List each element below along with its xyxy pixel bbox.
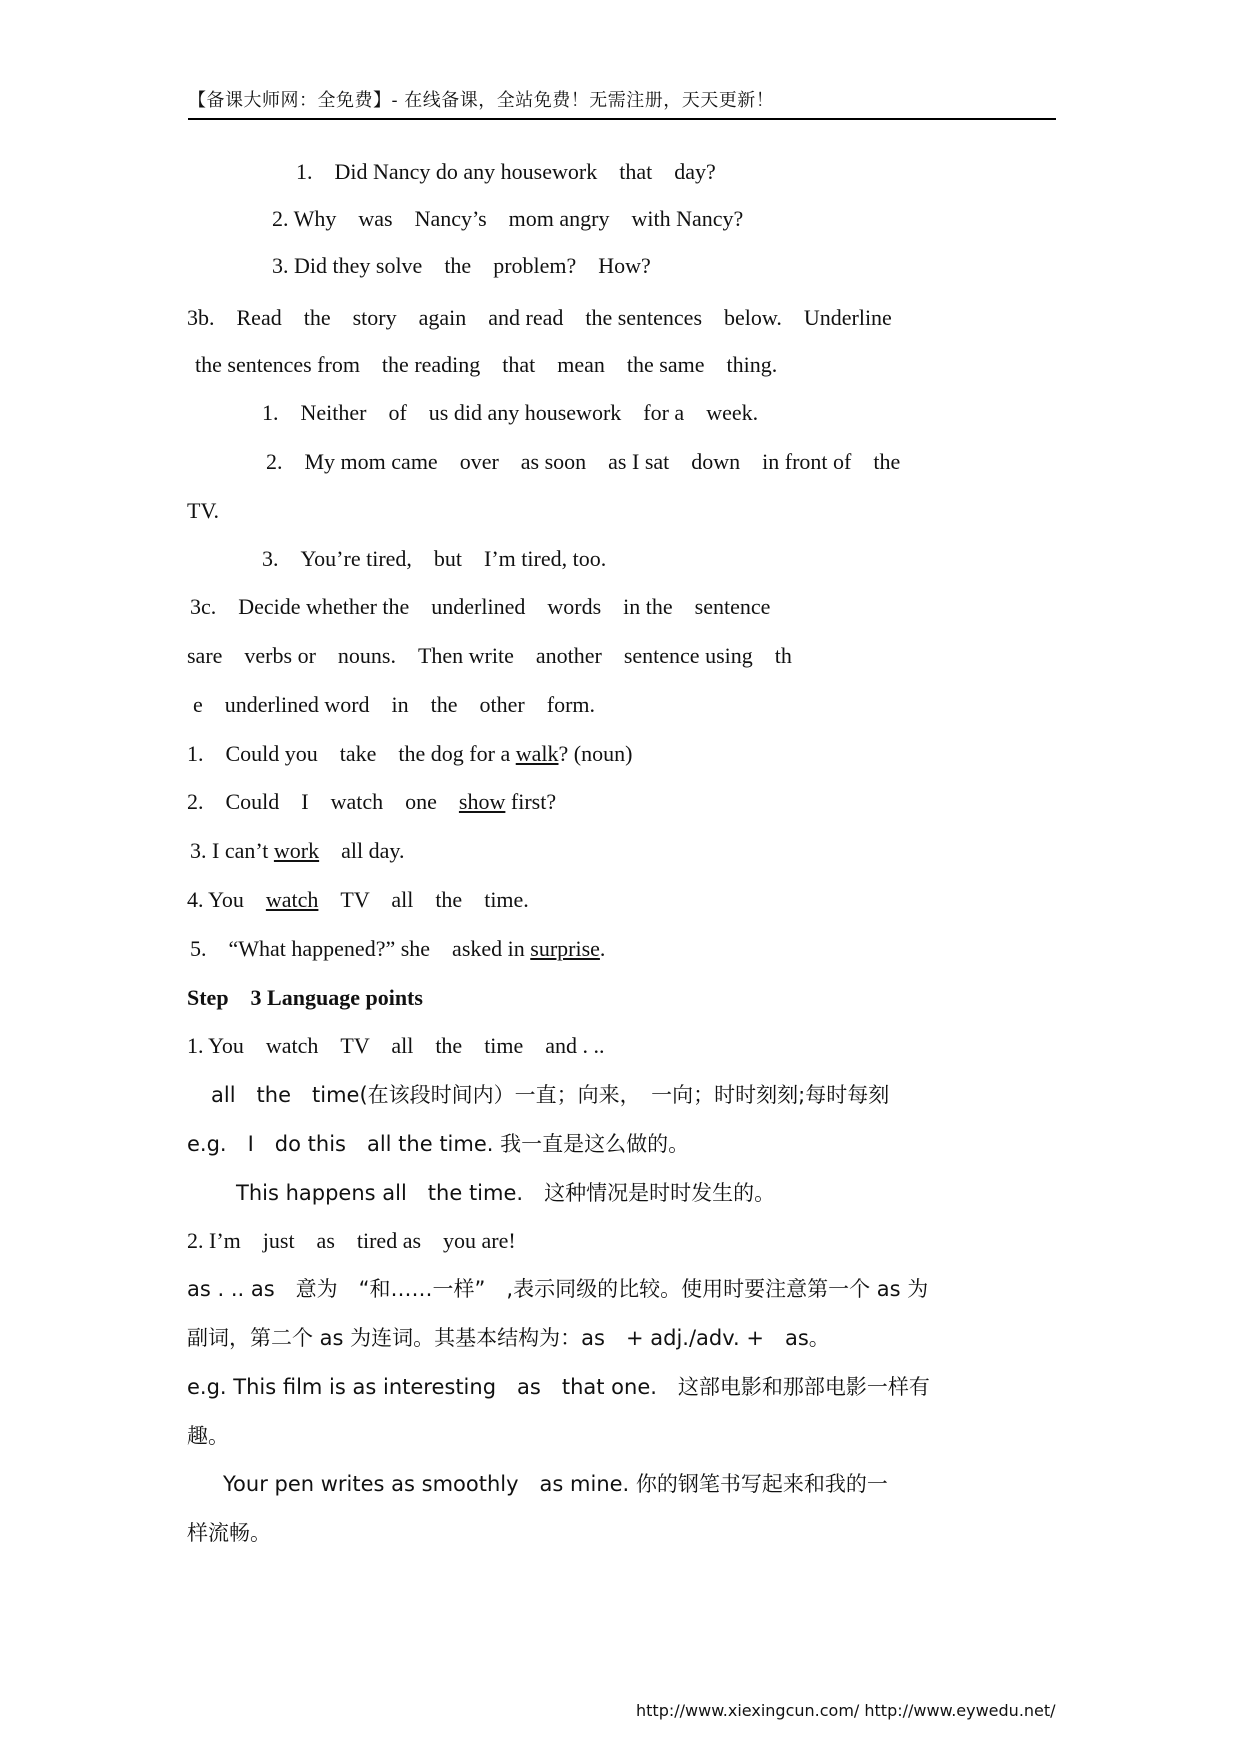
underlined-word-walk: walk <box>515 741 559 766</box>
language-point-2: 2. I’m just as tired as you are! <box>187 1228 516 1253</box>
language-point-1-example-1: e.g. I do this all the time. 我一直是这么做的。 <box>187 1132 690 1156</box>
item-2-suffix: first? <box>505 789 557 814</box>
item-2-text: 2. Could I watch one <box>187 789 459 814</box>
section-3b-sentence-1: 1. Neither of us did any housework for a week. <box>262 400 759 425</box>
language-point-2-example-2: Your pen writes as smoothly as mine. 你的钢笔书写起来和我的一 <box>223 1472 888 1496</box>
question-2: 2. Why was Nancy’s mom angry with Nancy? <box>272 206 744 231</box>
section-3b-sentence-2-continued: TV. <box>187 498 219 523</box>
language-point-2-example-1-continued: 趣。 <box>187 1424 229 1448</box>
underlined-word-show: show <box>458 789 506 814</box>
language-point-2-example-2-continued: 样流畅。 <box>187 1521 271 1545</box>
section-3c-instruction-line-2: sare verbs or nouns. Then write another sentence using th <box>187 643 792 668</box>
section-3b-sentence-2: 2. My mom came over as soon as I sat down in front of the <box>266 449 901 474</box>
section-3c-instruction-line-3: e underlined word in the other form. <box>193 692 596 717</box>
page-header: 【备课大师网：全免费】- 在线备课，全站免费！无需注册，天天更新！ <box>188 88 1056 120</box>
question-3: 3. Did they solve the problem? How? <box>272 253 651 278</box>
item-5-text: 5. “What happened?” she asked in <box>190 936 531 961</box>
page-footer-urls: http://www.xiexingcun.com/ http://www.eywedu.net/ <box>636 1701 1056 1720</box>
item-3-suffix: all day. <box>319 838 405 863</box>
item-4-suffix: TV all the time. <box>318 887 529 912</box>
language-point-1-explanation: all the time(在该段时间内）一直；向来， 一向；时时刻刻;每时每刻 <box>211 1083 890 1107</box>
language-point-2-example-1: e.g. This film is as interesting as that one. 这部电影和那部电影一样有 <box>187 1375 930 1399</box>
underlined-word-surprise: surprise <box>530 936 600 961</box>
item-3-text: 3. I can’t <box>190 838 274 863</box>
section-3b-sentence-3: 3. You’re tired, but I’m tired, too. <box>262 546 607 571</box>
section-3c-instruction-line-1: 3c. Decide whether the underlined words in the sentence <box>190 594 771 619</box>
section-3c-item-4 <box>187 885 529 915</box>
section-3b-instruction-line-2: the sentences from the reading that mean the same thing. <box>195 352 778 377</box>
underlined-word-watch: watch <box>265 887 319 912</box>
section-3c-item-5 <box>190 934 605 964</box>
language-point-2-explanation-line-1: as . .. as 意为 “和……一样” ,表示同级的比较。使用时要注意第一个 as 为 <box>187 1277 929 1301</box>
section-3c-item-3 <box>190 836 404 866</box>
item-5-suffix: . <box>599 936 606 961</box>
section-3c-item-1 <box>187 739 632 769</box>
language-point-1-example-2: This happens all the time. 这种情况是时时发生的。 <box>236 1181 776 1205</box>
item-4-text: 4. You <box>187 887 266 912</box>
step-3-heading: Step 3 Language points <box>187 985 423 1010</box>
question-1: 1. Did Nancy do any housework that day? <box>296 159 716 184</box>
language-point-2-explanation-line-2: 副词，第二个 as 为连词。其基本结构为：as + adj./adv. + as。 <box>187 1326 830 1350</box>
item-1-text: 1. Could you take the dog for a <box>187 741 516 766</box>
section-3b-instruction-line-1: 3b. Read the story again and read the sentences below. Underline <box>187 305 892 330</box>
section-3c-item-2 <box>187 787 556 817</box>
underlined-word-work: work <box>273 838 320 863</box>
item-1-suffix: ? (noun) <box>558 741 633 766</box>
language-point-1: 1. You watch TV all the time and . .. <box>187 1033 605 1058</box>
